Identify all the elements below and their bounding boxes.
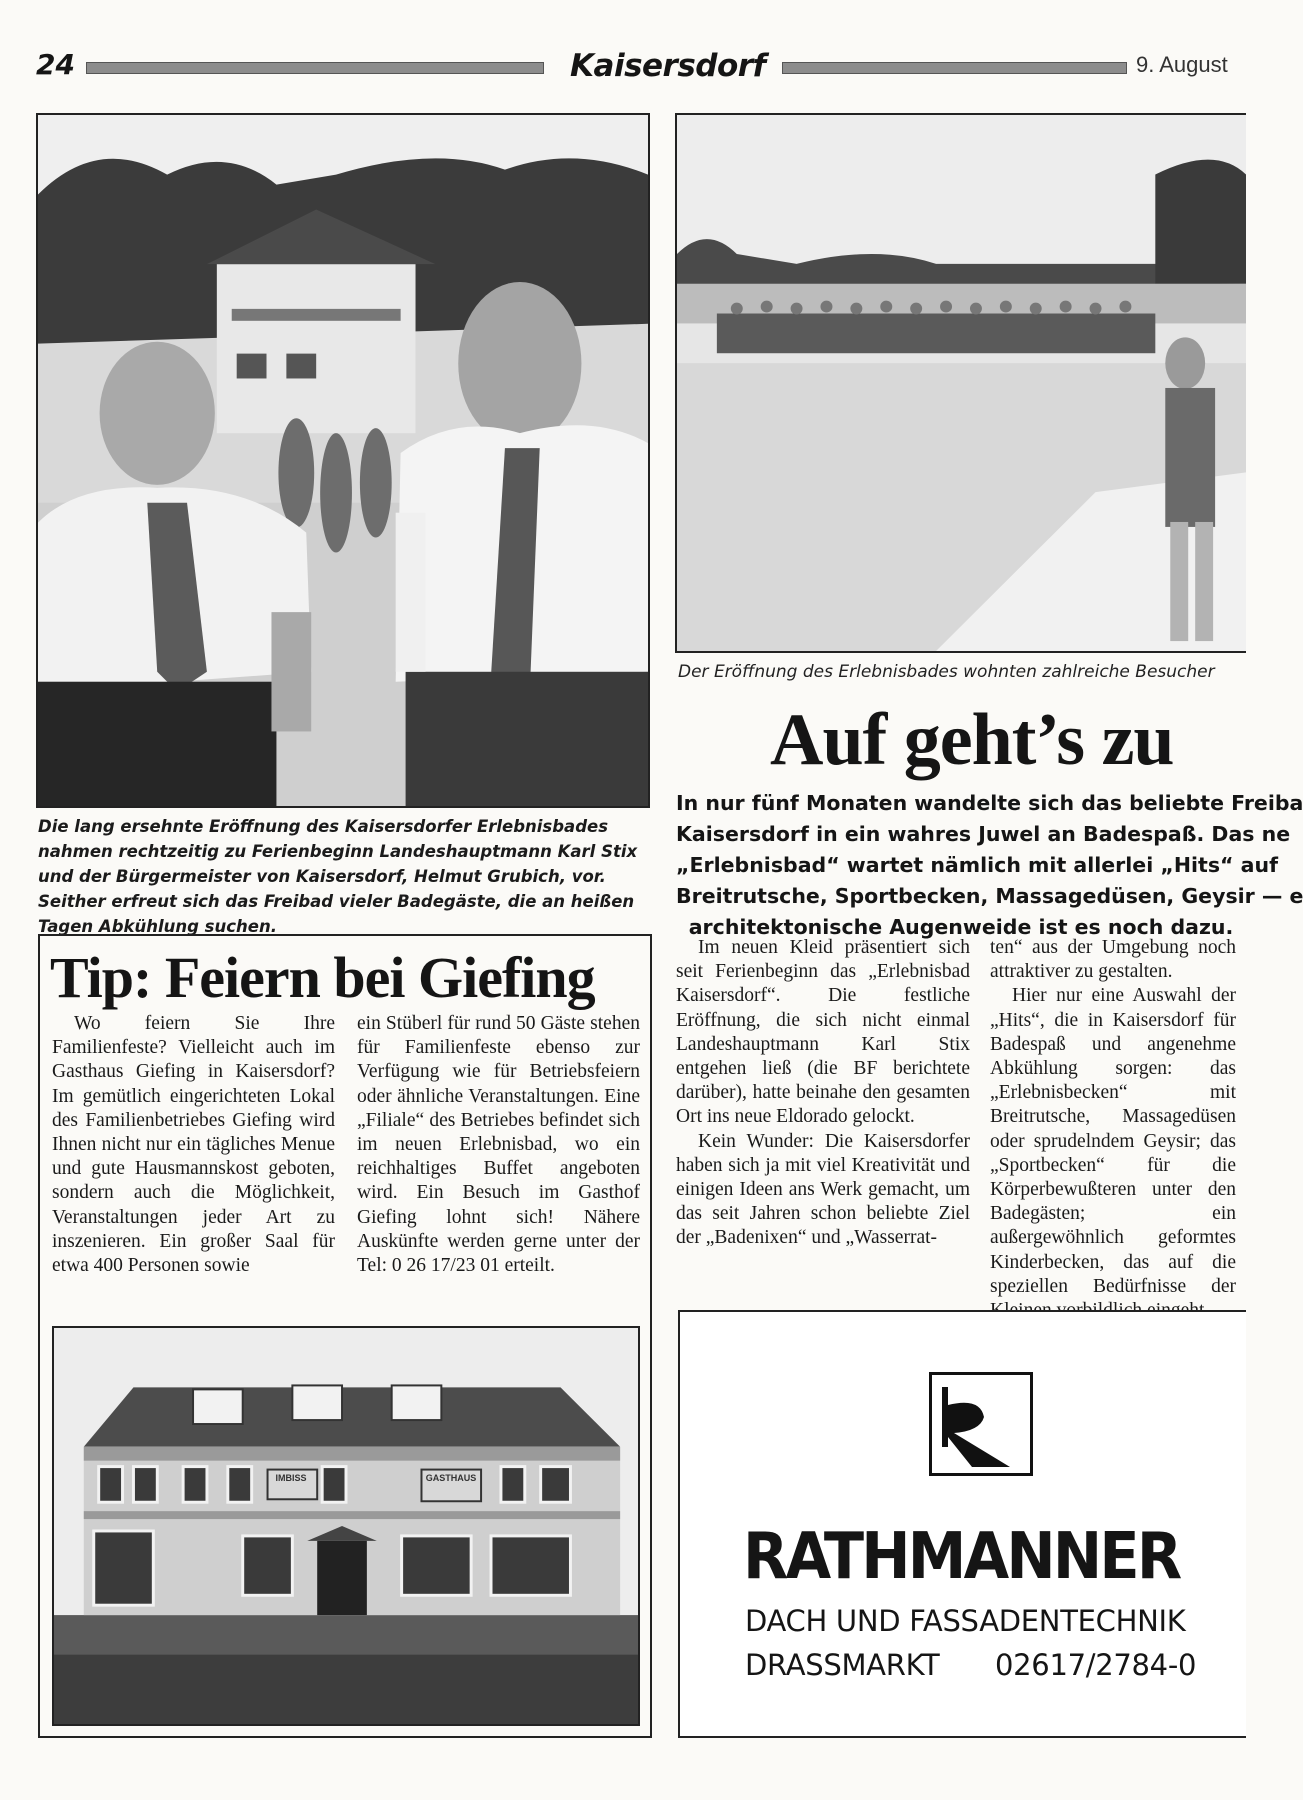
header-rule-left [86,62,544,74]
company-logo [929,1372,1033,1476]
article-headline: Auf geht’s zu [770,699,1174,781]
ad-company-name: RATHMANNER [743,1520,1180,1594]
photo-gasthaus [52,1326,640,1726]
article-column-2 [990,936,1236,1297]
section-title: Kaisersdorf [570,48,766,84]
photo-caption-right: Der Eröffnung des Erlebnisbades wohnten zahlreiche Besucher [678,662,1215,682]
ad-tagline: DACH UND FASSADENTECHNIK [745,1604,1186,1638]
lead-line: Kaisersdorf in ein wahres Juwel an Badespaß. Das ne [676,822,1291,846]
tip-column-1 [52,1012,335,1312]
photo-officials [36,113,650,808]
lead-line: Breitrutsche, Sportbecken, Massagedüsen, Geysir — e [676,884,1303,908]
ad-phone: 02617/2784-0 [995,1648,1197,1682]
lead-line: „Erlebnisbad“ wartet nämlich mit allerlei „Hits“ auf [676,853,1278,877]
header-rule-right [782,62,1127,74]
photo-caption-left: Die lang ersehnte Eröffnung des Kaisersdorfer Erlebnisbades nahmen rechtzeitig zu Ferienbeginn Landeshauptmann Karl Stix und der Bürgermeister von Kaisersdorf, Helmut Grubich, vor. Seither erfreut sich das Freibad vieler Badegäste, die an heißen Tagen Abkühlung suchen. [38,817,638,936]
article-paragraph: Kein Wunder: Die Kaisersdorfer haben sich ja mit viel Kreativität und einigen Ideen ans Werk gemacht, um das seit Jahren schon beliebte Ziel der „Badenixen“ und „Wasserrat- [676,1130,970,1249]
tip-paragraph: Wo feiern Sie Ihre Familienfeste? Vielleicht auch im Gasthaus Giefing in Kaisersdorf? Im gemütlich eingerichteten Lokal des Familienbetriebes Giefing wird Ihnen nicht nur ein tägliches Menue und gute Hausmannskost geboten, sondern auch die Möglichkeit, Veranstaltungen jeder Art zu inszenieren. Ein großer Saal für etwa 400 Personen sowie [52,1013,335,1277]
building-sign-right: GASTHAUS [425,1473,477,1483]
article-lead [676,788,1303,943]
building-sign-left: IMBISS [275,1473,307,1483]
tip-column-2 [357,1012,640,1312]
article-paragraph: Hier nur eine Auswahl der „Hits“, die in Kaisersdorf für Badespaß und angenehme Abkühlung sorgen: das „Erlebnisbecken“ mit Breitrutsche, Massagedüsen oder sprudelndem Geysir; das „Sportbecken“ für die Körperbewußteren unter den Badegästen; ein außergewöhnlich geformtes Kinderbecken, das auf die speziellen Bedürfnisse der [990,985,1236,1297]
article-paragraph: Im neuen Kleid präsentiert sich seit Ferienbeginn das „Erlebnisbad Kaisersdorf“. Die festliche Eröffnung, die sich nicht einmal Landeshauptmann Karl Stix entgehen ließ (die BF berichtete darüber), hatte beinahe den gesamten Ort ins neue Eldorado gelockt. [676,937,970,1128]
tip-paragraph: ein Stüberl für rund 50 Gäste stehen für Familienfeste ebenso zur Verfügung wie für Betriebsfeiern oder ähnliche Veranstaltungen. Eine „Filiale“ des Betriebes befindet sich im neuen Erlebnisbad, wo ein reichhaltiges Buffet angeboten wird. Ein Besuch im Gasthof Giefing lohnt sich! Nähere Auskünfte werden gerne unter der Tel: 0 26 17/23 01 erteilt. [357,1013,640,1277]
lead-line: architektonische Augenweide ist es noch dazu. [688,915,1234,939]
tip-headline: Tip: Feiern bei Giefing [50,945,595,1010]
article-paragraph: ten“ aus der Umgebung noch attraktiver zu gestalten. [990,937,1236,983]
article-column-1 [676,936,970,1294]
photo-pool-crowd [675,113,1246,653]
page-number: 24 [36,48,75,81]
ad-city: DRASSMARKT [745,1648,940,1682]
lead-line: In nur fünf Monaten wandelte sich das beliebte Freiba [676,791,1303,815]
issue-date: 9. August [1136,52,1228,77]
